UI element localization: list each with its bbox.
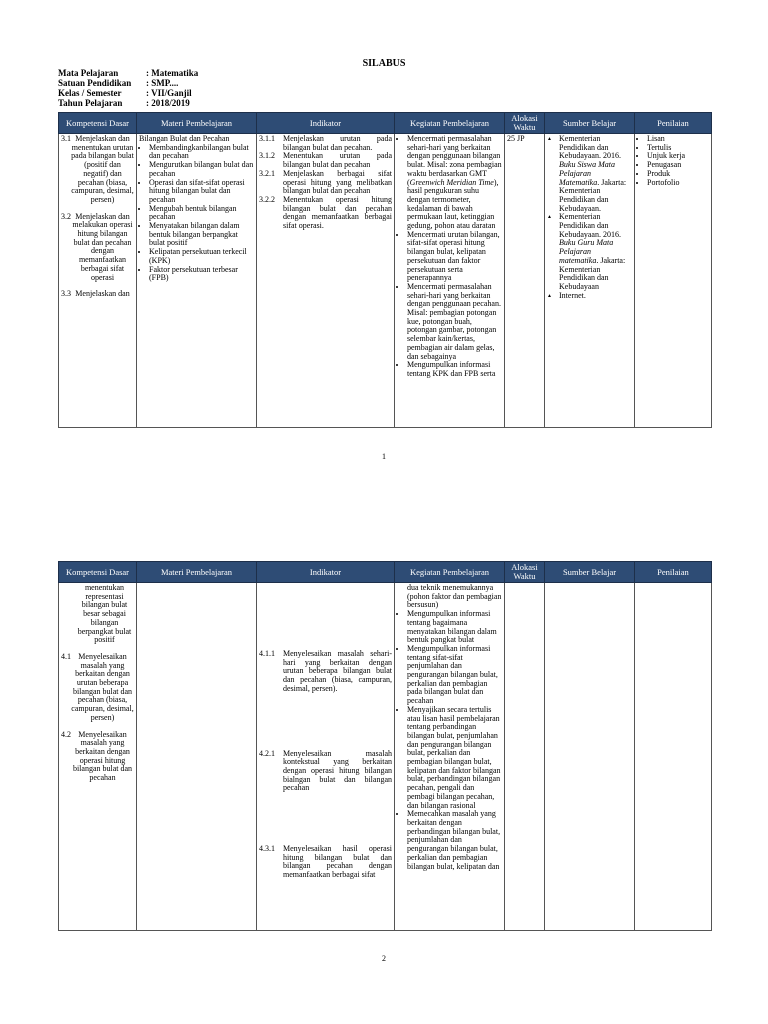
meta-value: : 2018/2019 — [146, 98, 190, 108]
list-item: • Mengumpulkan informasi tentang sifat-sifat penjumlahan dan pengurangan bilangan bulat, perkalian dan pembagian pada bilangan bulat dan pecahan — [407, 645, 502, 706]
indikator-number: 4.1.1 — [259, 649, 275, 658]
materi-title: Bilangan Bulat dan Pecahan — [139, 134, 230, 143]
header-penilaian: Penilaian — [635, 562, 712, 583]
header-indikator: Indikator — [257, 562, 395, 583]
page-number: 1 — [382, 452, 386, 461]
list-item: • Mengurutkan bilangan bulat dan pecahan — [149, 161, 254, 178]
cell-indikator — [257, 134, 395, 428]
syllabus-table — [58, 112, 712, 428]
kd-number: 3.1 — [61, 134, 71, 143]
kd-text: Menjelaskan dan — [75, 289, 130, 299]
list-item: • Tertulis — [647, 144, 709, 153]
cell-penilaian — [635, 583, 712, 931]
list-item: • Produk — [647, 170, 709, 179]
list-item: • Lisan — [647, 135, 709, 144]
cell-alokasi — [505, 583, 545, 931]
cell-penilaian — [635, 134, 712, 428]
indikator-text: Menentukan urutan pada bilangan bulat dan pecahan — [283, 151, 392, 170]
cell-sumber — [545, 134, 635, 428]
table-header-row — [59, 562, 712, 583]
header-alokasi: Alokasi Waktu — [505, 113, 545, 134]
header-sumber: Sumber Belajar — [545, 113, 635, 134]
cell-alokasi — [505, 134, 545, 428]
header-kegiatan: Kegiatan Pembelajaran — [395, 562, 505, 583]
header-kompetensi-dasar: Kompetensi Dasar — [59, 562, 137, 583]
cell-kegiatan — [395, 134, 505, 428]
kd-number: 4.1 — [61, 651, 71, 661]
indikator-number: 3.2.1 — [259, 168, 275, 178]
cell-sumber — [545, 583, 635, 931]
cell-indikator — [257, 583, 395, 931]
indikator-text: Menjelaskan urutan pada bilangan bulat dan pecahan. — [283, 134, 392, 152]
meta-label: Kelas / Semester — [58, 88, 122, 98]
meta-value: : SMP.... — [146, 78, 179, 88]
list-item: • Unjuk kerja — [647, 152, 709, 161]
meta-info — [58, 68, 198, 108]
cell-materi — [137, 134, 257, 428]
list-item: • Penugasan — [647, 161, 709, 170]
indikator-number: 4.2.1 — [259, 748, 275, 758]
indikator-text: Menyelesaikan hasil operasi hitung bilangan bulat dan bilangan pecahan dengan memanfaatkan berbagai sifat — [283, 844, 392, 880]
kd-text: Menjelaskan dan menentukan urutan pada bilangan bulat (positif dan negatif) dan pecahan (biasa, campuran, desimal, persen) — [71, 134, 134, 204]
list-item: • Mengumpulkan informasi tentang bagaimana menyatakan bilangan dalam bentuk pangkat bulat — [407, 610, 502, 645]
indikator-number: 3.1.1 — [259, 134, 275, 143]
indikator-number: 3.1.2 — [259, 151, 275, 161]
list-item: • Kelipatan persekutuan terkecil (KPK) — [149, 248, 254, 265]
list-item: • Menyatakan bilangan dalam bentuk bilangan berpangkat bulat positif — [149, 222, 254, 248]
header-indikator: Indikator — [257, 113, 395, 134]
indikator-number: 4.3.1 — [259, 844, 275, 854]
list-item: • Portofolio — [647, 179, 709, 188]
kd-text: menentukan representasi bilangan bulat besar sebagai bilangan berpangkat bulat positif — [77, 583, 132, 645]
header-kompetensi-dasar: Kompetensi Dasar — [59, 113, 137, 134]
kd-text: Menyelesaikan masalah yang berkaitan dengan urutan beberapa bilangan bulat dan pecahan (biasa, campuran, desimal, persen) — [71, 651, 134, 722]
cell-kegiatan — [395, 583, 505, 931]
list-item: • Faktor persekutuan terbesar (FPB) — [149, 266, 254, 283]
list-item: • Mencermati permasalahan sehari-hari yang berkaitan dengan penggunaan pecahan. Misal: pembagian potongan kue, potongan buah, potongan gambar, potongan selembar kain/kertas, pembagian air dalam gelas, dan sebagainya — [407, 283, 502, 361]
document-title: SILABUS — [362, 58, 406, 69]
kd-number: 3.2 — [61, 211, 71, 221]
table-row — [59, 134, 712, 428]
header-kegiatan: Kegiatan Pembelajaran — [395, 113, 505, 134]
indikator-text: Menyelesaikan masalah kontekstual yang berkaitan dengan operasi hitung bilangan bialngan bulat dan bilangan pecahan — [283, 748, 392, 793]
table-header-row — [59, 113, 712, 134]
alokasi-value: 25 JP — [507, 134, 525, 143]
list-item: • Operasi dan sifat-sifat operasi hitung bilangan bulat dan pecahan — [149, 179, 254, 205]
list-item: ▲ Kementerian Pendidikan dan Kebudayaan. 2016. Buku Guru Mata Pelajaran matematika. Jakarta: Kementerian Pendidikan dan Kebudayaan — [557, 213, 632, 291]
page-2 — [0, 512, 768, 1024]
cell-kompetensi-dasar — [59, 134, 137, 428]
list-item: • Menyajikan secara tertulis atau lisan hasil pembelajaran tentang perbandingan bilangan bulat, penjumlahan dan pengurangan bilangan bulat, perkalian dan pembagian bilangan bulat, kelipatan dan faktor bilangan bulat, perbandingan bilangan pecahan, pengali dan pembagi bilangan pecahan, dan bilangan rasional — [407, 706, 502, 810]
header-materi: Materi Pembelajaran — [137, 113, 257, 134]
kd-text: Menjelaskan dan melakukan operasi hitung bilangan bulat dan pecahan dengan memanfaatkan berbagai sifat operasi — [72, 211, 133, 282]
kd-text: Menyelesaikan masalah yang berkaitan dengan operasi hitung bilangan bulat dan pecahan — [72, 729, 133, 783]
header-penilaian: Penilaian — [635, 113, 712, 134]
meta-value: : Matematika — [146, 68, 199, 78]
indikator-number: 3.2.2 — [259, 194, 275, 204]
list-item: • Mengumpulkan informasi tentang KPK dan FPB serta — [407, 361, 502, 378]
list-item: • Mengubah bentuk bilangan pecahan — [149, 205, 254, 222]
kd-number: 4.2 — [61, 729, 71, 739]
indikator-text: Menyelesaikan masalah sehari-hari yang berkaitan dengan urutan beberapa bilangan bulat dan pecahan (biasa, campuran, desimal, persen). — [283, 649, 392, 693]
header-sumber: Sumber Belajar — [545, 562, 635, 583]
list-item: • Membandingkanbilangan bulat dan pecahan — [149, 144, 254, 161]
kd-number: 3.3 — [61, 289, 71, 299]
indikator-text: Menentukan operasi hitung bilangan bulat dan pecahan dengan memanfaatkan berbagai sifat operasi. — [283, 194, 392, 231]
page-number: 2 — [382, 954, 386, 963]
cell-kompetensi-dasar — [59, 583, 137, 931]
list-item: ▲ Kementerian Pendidikan dan Kebudayaan. 2016. Buku Siswa Mata Pelajaran Matematika. Jakarta: Kementerian Pendidikan dan Kebudayaan. — [557, 135, 632, 213]
meta-label: Tahun Pelajaran — [58, 98, 123, 108]
kegiatan-continued: dua teknik menemukannya (pohon faktor dan pembagian bersusun) — [407, 583, 502, 610]
list-item: • Memecahkan masalah yang berkaitan dengan perbandingan bilangan bulat, penjumlahan dan pengurangan bilangan bulat, perkalian dan pembagian bilangan bulat, kelipatan dan — [407, 810, 502, 871]
list-item: ▲ Internet. — [557, 292, 632, 301]
meta-value: : VII/Ganjil — [146, 88, 192, 98]
list-item: • Mencermati permasalahan sehari-hari yang berkaitan dengan penggunaan bilangan bulat. Misal: zona pembagian waktu berdasarkan GMT (Greenwich Meridian Time), hasil pengukuran suhu dengan termometer, kedalaman di bawah permukaan laut, ketinggian gedung, pohon atau daratan — [407, 135, 502, 231]
meta-label: Satuan Pendidikan — [58, 78, 132, 88]
table-row — [59, 583, 712, 931]
header-materi: Materi Pembelajaran — [137, 562, 257, 583]
indikator-text: Menjelaskan berbagai sifat operasi hitung yang melibatkan bilangan bulat dan pecahan — [283, 168, 392, 196]
list-item: • Mencermati urutan bilangan, sifat-sifat operasi hitung bilangan bulat, kelipatan persekutuan dan faktor persekutuan serta penerapannya — [407, 231, 502, 283]
syllabus-table-continued — [58, 561, 712, 931]
header-alokasi: Alokasi Waktu — [505, 562, 545, 583]
cell-materi — [137, 583, 257, 931]
meta-label: Mata Pelajaran — [58, 68, 119, 78]
